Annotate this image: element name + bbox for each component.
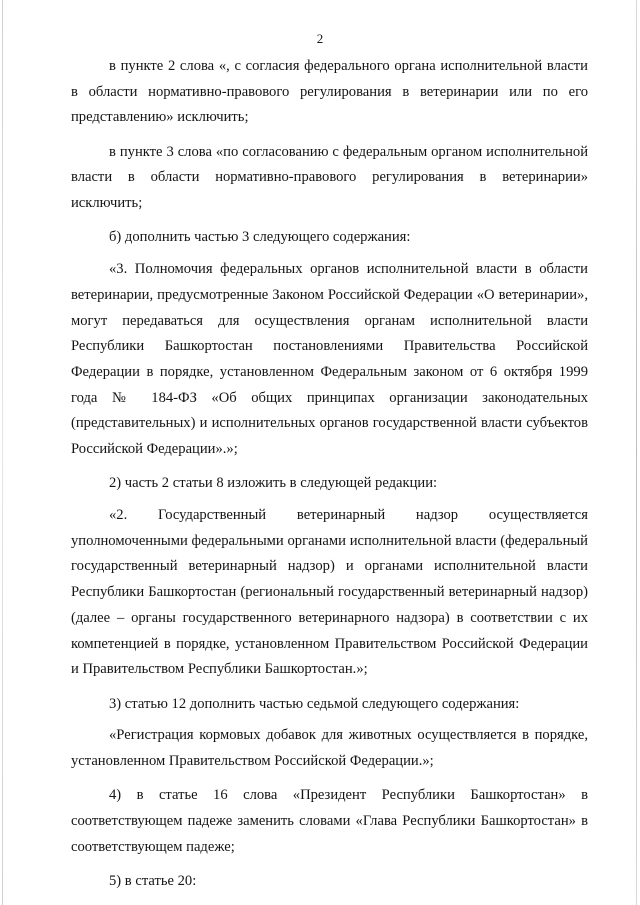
paragraph-part-3-text: «3. Полномочия федеральных органов исполнительной власти в области ветеринарии, предусмотренные Законом Российской Федерации «О ветеринарии», могут передаваться для осуществления органам исполнительной власти Республики Башкортостан постановлениями Правительства Российской Федерации в порядке, установленном Федеральным законом от 6 октября 1999 года № 184-ФЗ «Об общих принципах организации законодательных (представительных) и исполнительных органов государственной власти субъектов Российской Федерации».»; bbox=[71, 261, 588, 458]
page-left-edge bbox=[2, 0, 3, 905]
paragraph-article-8-text: «2. Государственный ветеринарный надзор осуществляется уполномоченными федеральными органами исполнительной власти (федеральный государственный ветеринарный надзор) и органами исполнительной власти Республики Башкортостан (региональный государственный ветеринарный надзор) (далее – органы государственного ветеринарного надзора) в соответствии с их компетенцией в порядке, установленном Правительством Российской Федерации и Правительством Республики Башкортостан.»; bbox=[71, 507, 588, 678]
paragraph-point-3: в пункте 3 слова «по согласованию с федеральным органом исполнительной власти в области нормативно-правового регулирования в ветеринарии» исключить; bbox=[71, 143, 588, 212]
paragraph-article-12-text: «Регистрация кормовых добавок для животных осуществляется в порядке, установленном Правительством Российской Федерации.»; bbox=[71, 727, 588, 769]
page-right-edge bbox=[636, 0, 637, 905]
paragraph-sub-b: б) дополнить частью 3 следующего содержания: bbox=[109, 229, 411, 246]
paragraph-item-5: 5) в статье 20: bbox=[109, 872, 197, 889]
paragraph-item-3: 3) статью 12 дополнить частью седьмой следующего содержания: bbox=[109, 695, 520, 712]
paragraph-item-2: 2) часть 2 статьи 8 изложить в следующей редакции: bbox=[109, 475, 438, 492]
paragraph-item-4: 4) в статье 16 слова «Президент Республики Башкортостан» в соответствующем падеже заменить словами «Глава Республики Башкортостан» в соответствующем падеже; bbox=[71, 787, 588, 855]
page-number: 2 bbox=[316, 31, 324, 46]
paragraph-point-2: в пункте 2 слова «, с согласия федерального органа исполнительной власти в области нормативно-правового регулирования в ветеринарии или по его представлению» исключить; bbox=[71, 58, 588, 126]
document-body bbox=[71, 54, 588, 903]
